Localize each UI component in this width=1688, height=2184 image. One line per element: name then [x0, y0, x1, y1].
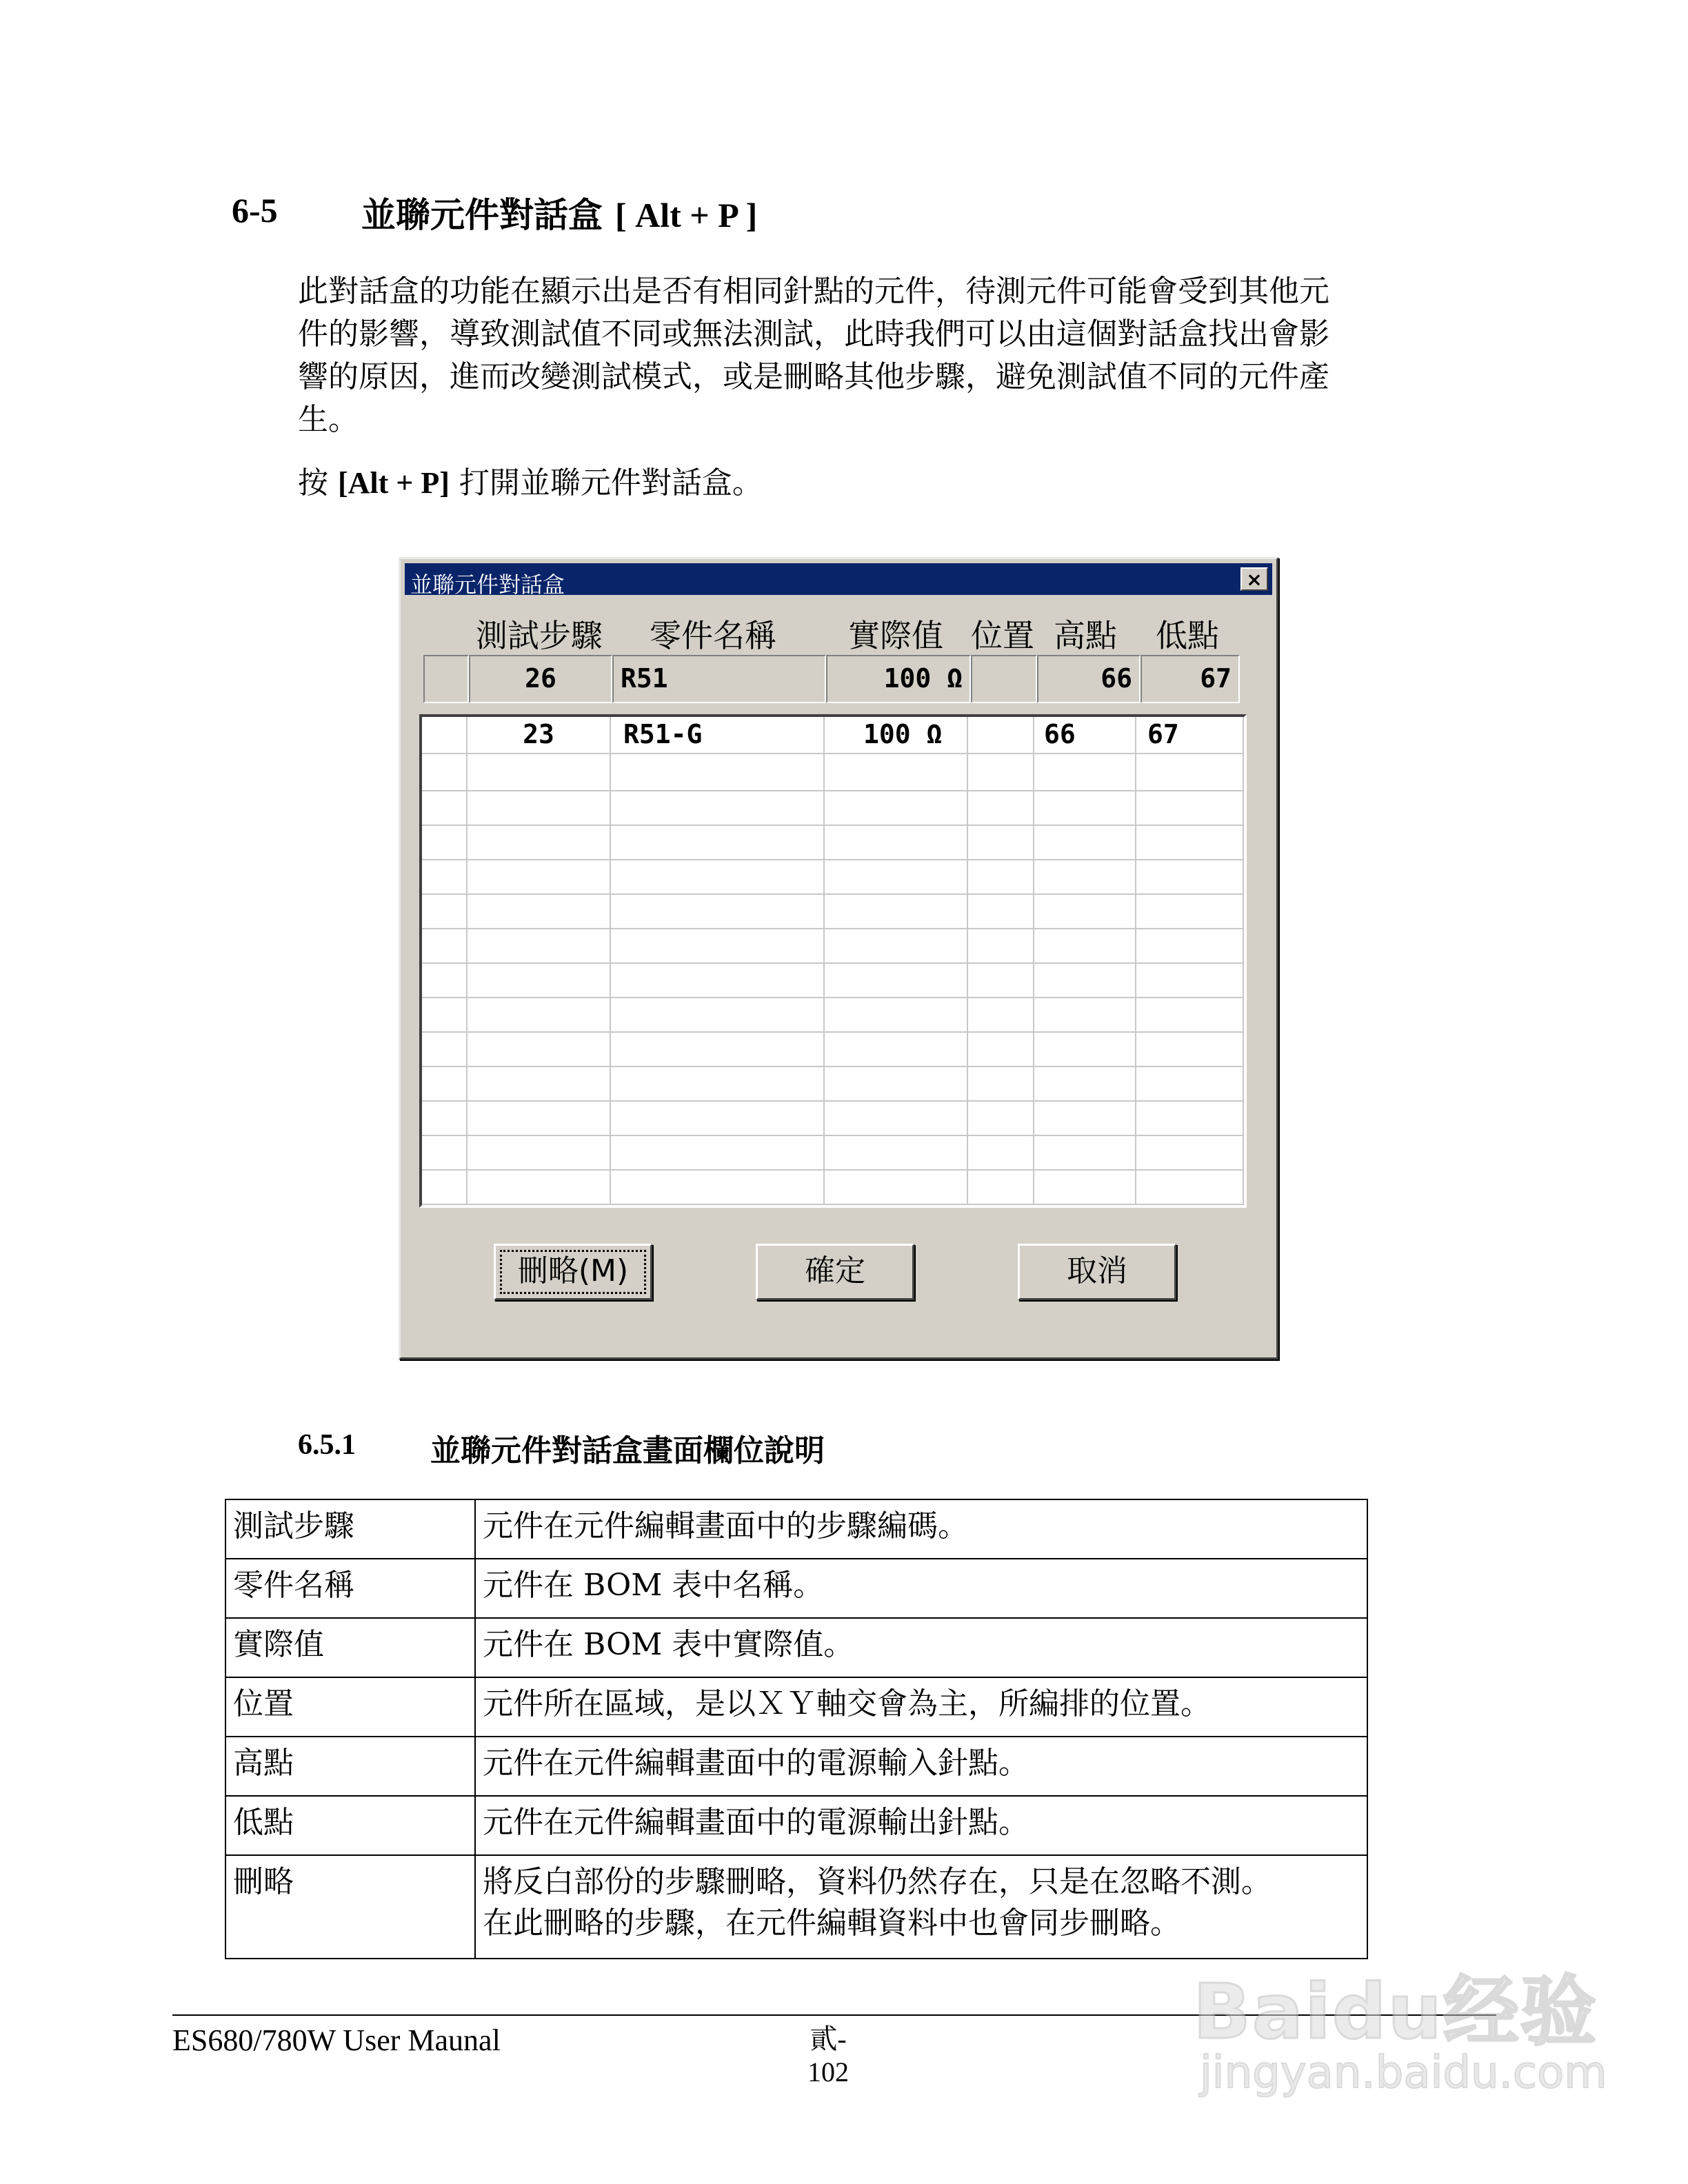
grid-cell[interactable] — [611, 964, 825, 997]
grid-cell[interactable] — [468, 1033, 611, 1066]
dialog-title: 並聯元件對話盒 — [410, 572, 565, 598]
current-part-row — [423, 655, 1240, 703]
table-row[interactable] — [422, 791, 1244, 826]
grid-cell[interactable] — [1034, 1033, 1136, 1066]
table-row — [225, 1796, 1367, 1855]
grid-cell[interactable] — [1034, 964, 1136, 997]
grid-cell[interactable] — [1136, 1171, 1244, 1204]
intro-paragraph — [298, 270, 1429, 441]
grid-cell[interactable] — [468, 860, 611, 893]
paragraph-line: 件的影響，導致測試值不同或無法測試，此時我們可以由這個對話盒找出會影 — [298, 316, 1329, 352]
grid-cell[interactable] — [611, 791, 825, 825]
table-row[interactable] — [422, 1033, 1244, 1067]
current-high: 66 — [1037, 655, 1141, 703]
table-row — [225, 1499, 1367, 1559]
row-low[interactable]: 67 — [1136, 717, 1244, 753]
grid-cell[interactable] — [1034, 1171, 1136, 1204]
ok-button[interactable]: 確定 — [756, 1244, 914, 1300]
footer-page-prefix: 貳- — [810, 2023, 847, 2054]
grid-cell[interactable] — [468, 1171, 611, 1204]
grid-cell[interactable] — [422, 998, 468, 1031]
grid-cell[interactable] — [422, 1033, 468, 1066]
table-row[interactable] — [422, 895, 1244, 929]
row-name[interactable]: R51-G — [611, 717, 825, 753]
field-name: 實際值 — [225, 1618, 475, 1677]
field-name: 零件名稱 — [225, 1559, 475, 1618]
grid-cell[interactable] — [468, 998, 611, 1031]
grid-cell[interactable] — [1034, 929, 1136, 962]
grid-cell[interactable] — [825, 826, 968, 859]
grid-cell[interactable] — [825, 929, 968, 962]
row-position[interactable] — [968, 717, 1034, 753]
grid-cell[interactable] — [1034, 998, 1136, 1031]
field-desc: 元件在 BOM 表中實際值。 — [475, 1618, 1367, 1677]
grid-cell[interactable] — [611, 860, 825, 893]
grid-cell[interactable] — [611, 895, 825, 928]
grid-cell[interactable] — [611, 1067, 825, 1100]
grid-cell[interactable] — [825, 1067, 968, 1100]
col-header-value: 實際值 — [848, 617, 943, 654]
table-row — [225, 1737, 1367, 1796]
table-row[interactable] — [422, 964, 1244, 998]
grid-cell[interactable] — [1034, 895, 1136, 928]
watermark-brand: Baidu经验 — [1193, 1968, 1598, 2056]
footer-manual-name: ES680/780W User Maunal — [172, 2023, 501, 2057]
grid-cell[interactable] — [968, 860, 1034, 893]
row-step[interactable]: 23 — [468, 717, 611, 753]
grid-cell[interactable] — [825, 1033, 968, 1066]
instruction-prefix: 按 — [298, 465, 328, 501]
grid-cell[interactable] — [1136, 791, 1244, 825]
field-desc-line: 將反白部份的步驟刪略，資料仍然存在，只是在忽略不測。 — [483, 1864, 1272, 1899]
table-row[interactable] — [422, 1171, 1244, 1205]
table-row — [225, 1559, 1367, 1618]
table-row[interactable] — [422, 717, 1244, 754]
grid-cell[interactable] — [968, 1102, 1034, 1135]
grid-cell[interactable] — [1136, 826, 1244, 859]
grid-cell[interactable] — [968, 1136, 1034, 1169]
grid-cell[interactable] — [1034, 1067, 1136, 1100]
field-name: 測試步驟 — [225, 1499, 475, 1559]
grid-cell[interactable] — [825, 1171, 968, 1204]
field-name: 刪略 — [225, 1855, 475, 1959]
grid-cell[interactable] — [825, 754, 968, 790]
footer-page-number: 102 — [807, 2056, 849, 2087]
grid-cell[interactable] — [611, 754, 825, 790]
delete-button[interactable]: 刪略(M) — [494, 1244, 652, 1300]
grid-cell[interactable] — [468, 1136, 611, 1169]
grid-cell[interactable] — [825, 998, 968, 1031]
grid-cell[interactable] — [422, 1136, 468, 1169]
table-row — [225, 1677, 1367, 1737]
grid-cell[interactable] — [968, 754, 1034, 790]
grid-cell[interactable] — [1034, 1136, 1136, 1169]
col-header-position: 位置 — [971, 617, 1034, 654]
grid-cell[interactable] — [422, 1067, 468, 1100]
grid-cell[interactable] — [825, 1136, 968, 1169]
table-row[interactable] — [422, 929, 1244, 964]
current-name: R51 — [612, 655, 826, 703]
section-title-text: 並聯元件對話盒 — [361, 194, 603, 235]
field-desc: 元件在 BOM 表中名稱。 — [475, 1559, 1367, 1618]
grid-cell[interactable] — [825, 895, 968, 928]
grid-cell[interactable] — [611, 1136, 825, 1169]
current-position — [971, 655, 1037, 703]
grid-cell[interactable] — [468, 929, 611, 962]
grid-cell[interactable] — [968, 929, 1034, 962]
grid-cell[interactable] — [825, 1102, 968, 1135]
grid-cell[interactable] — [611, 1102, 825, 1135]
col-header-high: 高點 — [1054, 617, 1117, 654]
grid-cell[interactable] — [468, 1102, 611, 1135]
grid-cell[interactable] — [468, 754, 611, 790]
table-row[interactable] — [422, 998, 1244, 1033]
grid-cell[interactable] — [422, 895, 468, 928]
grid-cell[interactable] — [968, 1033, 1034, 1066]
grid-cell[interactable] — [468, 791, 611, 825]
grid-cell[interactable] — [422, 754, 468, 790]
grid-cell[interactable] — [422, 1171, 468, 1204]
grid-cell[interactable] — [1034, 860, 1136, 893]
grid-cell[interactable] — [422, 860, 468, 893]
grid-cell[interactable] — [422, 1102, 468, 1135]
section-number: 6-5 — [232, 191, 278, 230]
col-header-name: 零件名稱 — [650, 617, 776, 654]
grid-cell[interactable] — [968, 1067, 1034, 1100]
grid-cell[interactable] — [1136, 895, 1244, 928]
grid-cell[interactable] — [1136, 1136, 1244, 1169]
grid-cell[interactable] — [968, 895, 1034, 928]
current-step: 26 — [469, 655, 612, 703]
grid-cell[interactable] — [1136, 1033, 1244, 1066]
paragraph-line: 生。 — [298, 402, 359, 437]
grid-cell[interactable] — [611, 1171, 825, 1204]
grid-cell[interactable] — [1136, 964, 1244, 997]
field-name: 低點 — [225, 1796, 475, 1855]
row-high[interactable]: 66 — [1034, 717, 1136, 753]
col-header-step: 測試步驟 — [476, 617, 603, 654]
grid-cell[interactable] — [968, 1171, 1034, 1204]
footer-page — [804, 2023, 852, 2089]
table-row[interactable] — [422, 1067, 1244, 1102]
instruction-suffix: 打開並聯元件對話盒。 — [459, 465, 763, 501]
grid-cell[interactable] — [968, 998, 1034, 1031]
table-row[interactable] — [422, 860, 1244, 895]
grid-cell[interactable] — [1136, 998, 1244, 1031]
grid-cell[interactable] — [1136, 860, 1244, 893]
grid-cell[interactable] — [468, 826, 611, 859]
grid-cell[interactable] — [1034, 826, 1136, 859]
grid-cell[interactable] — [422, 929, 468, 962]
grid-cell[interactable] — [968, 964, 1034, 997]
grid-cell[interactable] — [468, 964, 611, 997]
table-row[interactable] — [422, 1136, 1244, 1171]
grid-cell[interactable] — [1034, 791, 1136, 825]
section-shortcut: [ Alt + P ] — [615, 196, 758, 234]
dialog-titlebar — [405, 563, 1272, 598]
grid-cell[interactable] — [1136, 1067, 1244, 1100]
current-low: 67 — [1141, 655, 1240, 703]
grid-cell[interactable] — [611, 1033, 825, 1066]
current-value: 100 Ω — [826, 655, 971, 703]
field-desc: 元件所在區域，是以ＸＹ軸交會為主，所編排的位置。 — [475, 1677, 1367, 1737]
subsection-title: 並聯元件對話盒畫面欄位說明 — [430, 1433, 825, 1468]
section-title — [361, 188, 757, 237]
grid-cell[interactable] — [1136, 1102, 1244, 1135]
instruction — [298, 458, 763, 502]
current-selector-cell — [423, 655, 469, 703]
field-name: 位置 — [225, 1677, 475, 1737]
parallel-parts-grid[interactable] — [419, 714, 1247, 1208]
table-row — [225, 1618, 1367, 1677]
grid-cell[interactable] — [468, 895, 611, 928]
grid-cell[interactable] — [1034, 754, 1136, 790]
watermark-url: jingyan.baidu.com — [1200, 2048, 1607, 2099]
grid-cell[interactable] — [968, 826, 1034, 859]
grid-cell[interactable] — [422, 826, 468, 859]
grid-cell[interactable] — [1136, 754, 1244, 790]
col-header-low: 低點 — [1156, 617, 1219, 654]
table-row[interactable] — [422, 754, 1244, 791]
row-value[interactable]: 100 Ω — [825, 717, 968, 753]
grid-cell[interactable] — [825, 791, 968, 825]
field-desc: 元件在元件編輯畫面中的電源輸出針點。 — [475, 1796, 1367, 1855]
field-description-table — [225, 1499, 1368, 1959]
grid-cell[interactable] — [1136, 929, 1244, 962]
close-icon[interactable]: × — [1240, 567, 1268, 591]
table-row[interactable] — [422, 826, 1244, 860]
grid-cell[interactable] — [825, 964, 968, 997]
field-name: 高點 — [225, 1737, 475, 1796]
grid-cell[interactable] — [422, 964, 468, 997]
grid-cell[interactable] — [611, 929, 825, 962]
paragraph-line: 響的原因，進而改變測試模式，或是刪略其他步驟，避免測試值不同的元件產 — [298, 359, 1329, 394]
field-desc: 元件在元件編輯畫面中的步驟編碼。 — [475, 1499, 1367, 1559]
grid-cell[interactable] — [611, 826, 825, 859]
grid-cell[interactable] — [422, 791, 468, 825]
row-selector-cell[interactable] — [422, 717, 468, 753]
field-desc: 元件在元件編輯畫面中的電源輸入針點。 — [475, 1737, 1367, 1796]
paragraph-line: 此對話盒的功能在顯示出是否有相同針點的元件，待測元件可能會受到其他元 — [298, 274, 1329, 309]
cancel-button[interactable]: 取消 — [1018, 1244, 1176, 1300]
grid-cell[interactable] — [968, 791, 1034, 825]
baidu-watermark — [1193, 1910, 1607, 2116]
subsection-number: 6.5.1 — [298, 1429, 356, 1461]
instruction-keys: [Alt + P] — [338, 466, 450, 500]
grid-cell[interactable] — [825, 860, 968, 893]
grid-cell[interactable] — [1034, 1102, 1136, 1135]
grid-cell[interactable] — [468, 1067, 611, 1100]
field-desc-line: 在此刪略的步驟，在元件編輯資料中也會同步刪略。 — [483, 1905, 1180, 1941]
grid-cell[interactable] — [611, 998, 825, 1031]
table-row[interactable] — [422, 1102, 1244, 1136]
